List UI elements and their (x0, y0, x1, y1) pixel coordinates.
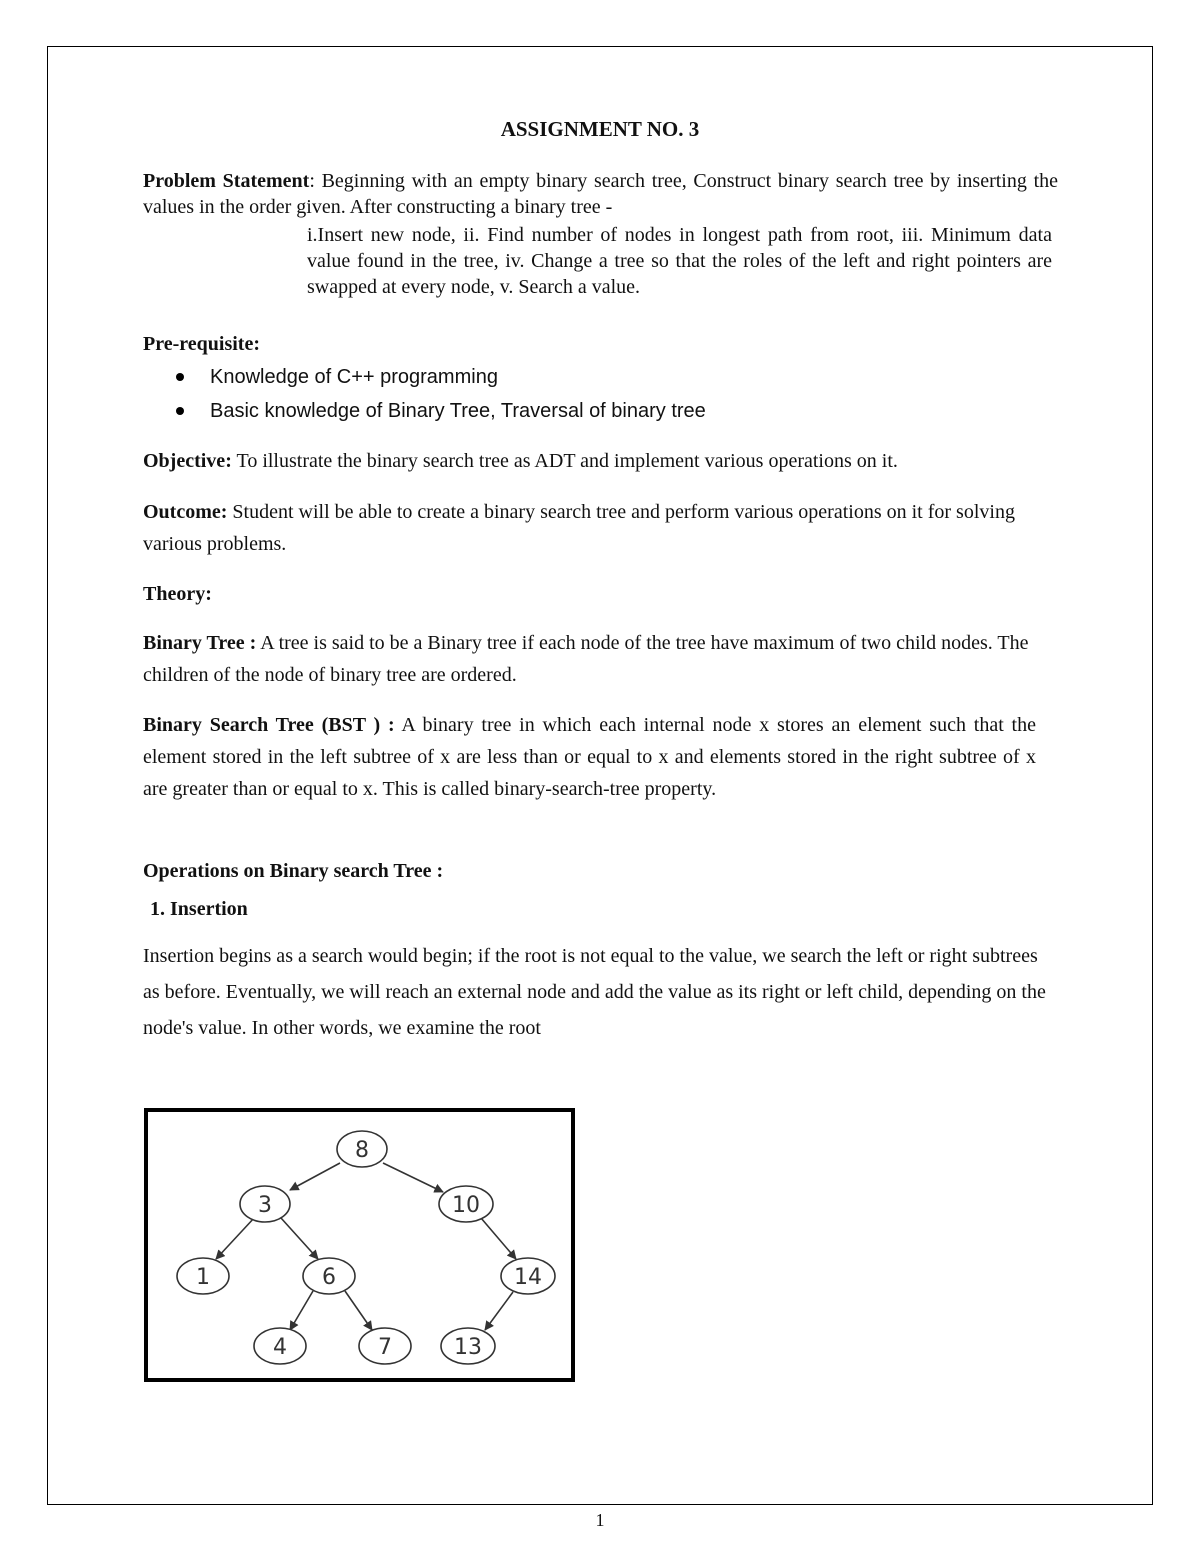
page-number: 1 (595, 1510, 605, 1530)
insertion-number: 1. (150, 898, 165, 920)
tree-node-label: 6 (322, 1265, 336, 1290)
prerequisite-heading: Pre-requisite: (143, 333, 261, 355)
prerequisite-item-text: Basic knowledge of Binary Tree, Traversal of binary tree (210, 400, 706, 422)
prerequisite-item (170, 394, 706, 428)
tree-node (254, 1328, 306, 1364)
tree-node (359, 1328, 411, 1364)
tree-node (337, 1131, 387, 1167)
edge-10-14 (481, 1218, 516, 1259)
tree-node (177, 1258, 229, 1294)
operations-heading: Operations on Binary search Tree : (143, 860, 444, 882)
tree-node (439, 1186, 493, 1222)
bullet-icon (176, 373, 184, 381)
edge-8-3 (290, 1163, 340, 1190)
bst-diagram-svg (148, 1112, 571, 1378)
bst-text: A binary tree in which each internal node x stores an element such that the element stored in the left subtree of x are less than or equal to x and elements stored in the right subtree of x are greater than or equal to x. This is called binary-search-tree property. (143, 714, 1036, 800)
bst-diagram (144, 1108, 575, 1382)
bst-definition (143, 709, 1036, 805)
edge-8-10 (383, 1163, 443, 1192)
tree-node-label: 10 (452, 1193, 480, 1218)
insertion-label: Insertion (170, 898, 248, 920)
outcome (143, 496, 1033, 560)
tree-node (501, 1258, 555, 1294)
assignment-title: ASSIGNMENT NO. 3 (500, 117, 700, 141)
binary-tree-label: Binary Tree : (143, 632, 257, 654)
edge-3-6 (281, 1218, 318, 1259)
edge-3-1 (216, 1217, 255, 1259)
tree-node-label: 14 (514, 1265, 542, 1290)
objective-text: To illustrate the binary search tree as ADT and implement various operations on it. (231, 450, 898, 472)
outcome-text: Student will be able to create a binary search tree and perform various operations on it for solving various problems. (143, 501, 1015, 555)
tree-node-label: 3 (258, 1193, 272, 1218)
tree-node-label: 7 (378, 1335, 392, 1360)
objective-label: Objective: (143, 450, 232, 472)
problem-sub-items: i.Insert new node, ii. Find number of nodes in longest path from root, iii. Minimum data value found in the tree, iv. Change a tree so that the roles of the left and right pointers are swapped at every node, v. Search a value. (307, 224, 1052, 298)
tree-node (441, 1328, 495, 1364)
problem-statement (143, 168, 1058, 220)
prerequisite-item-text: Knowledge of C++ programming (210, 366, 498, 388)
bullet-icon (176, 407, 184, 415)
tree-node-label: 13 (454, 1335, 482, 1360)
binary-tree-text: A tree is said to be a Binary tree if each node of the tree have maximum of two child nodes. The children of the node of binary tree are ordered. (143, 632, 1029, 686)
tree-node (303, 1258, 355, 1294)
bst-label: Binary Search Tree (BST ) : (143, 714, 395, 736)
edge-14-13 (485, 1292, 513, 1330)
edge-6-4 (290, 1291, 313, 1330)
binary-tree-definition (143, 627, 1038, 691)
problem-statement-label: Problem Statement (143, 170, 310, 192)
tree-node-label: 4 (273, 1335, 287, 1360)
theory-heading: Theory: (143, 583, 212, 605)
prerequisite-list (170, 360, 706, 428)
tree-node-label: 8 (355, 1138, 369, 1163)
prerequisite-item (170, 360, 706, 394)
insertion-heading (150, 898, 248, 921)
insertion-text: Insertion begins as a search would begin; if the root is not equal to the value, we search the left or right subtrees as before. Eventually, we will reach an external node and add the value as its right or left child, depending on the node's value. In other words, we examine the root (143, 945, 1046, 1039)
tree-node-label: 1 (196, 1265, 210, 1290)
edge-6-7 (345, 1291, 372, 1330)
objective (143, 445, 1058, 477)
problem-statement-text: : Beginning with an empty binary search tree, Construct binary search tree by inserting the values in the order given. After constructing a binary tree - (143, 170, 1058, 218)
outcome-label: Outcome: (143, 501, 228, 523)
tree-node (240, 1186, 290, 1222)
